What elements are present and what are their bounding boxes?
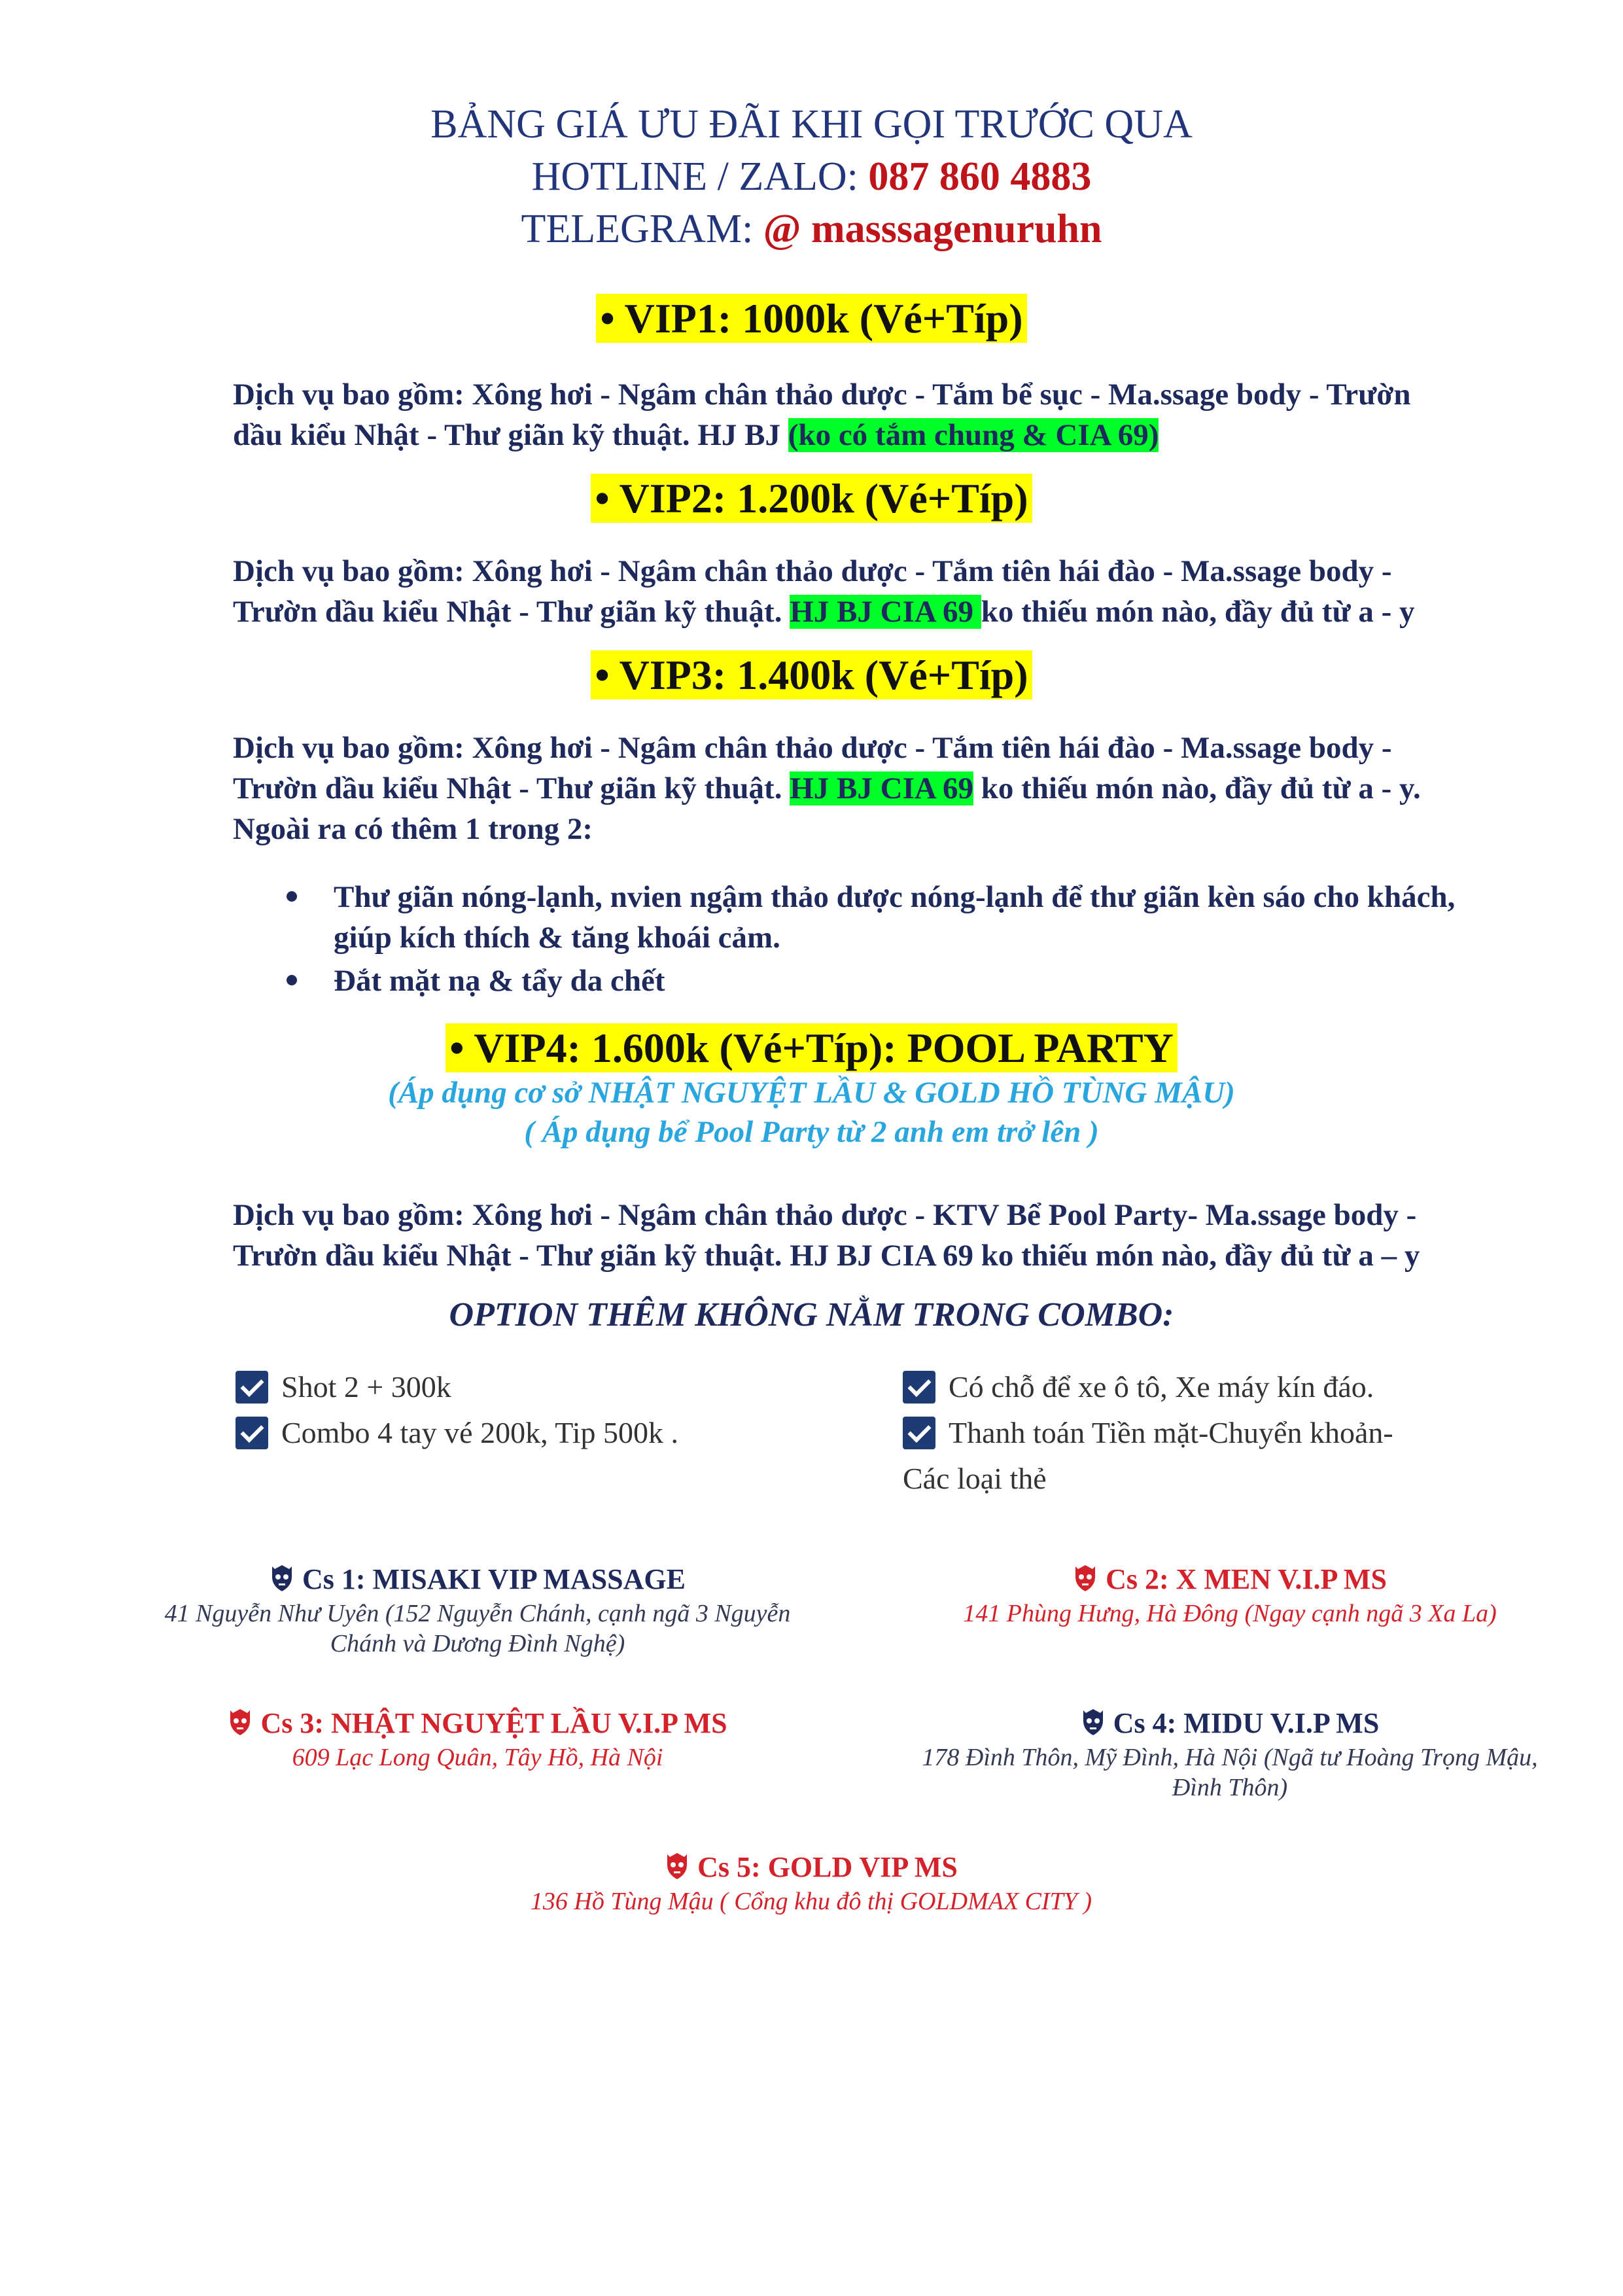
vip2-desc-highlight: HJ BJ CIA 69	[790, 595, 981, 629]
branch-cs1-addr2: Chánh và Dương Đình Nghệ)	[330, 1630, 625, 1657]
vip2-title-text: • VIP2: 1.200k (Vé+Típ)	[591, 474, 1032, 523]
vip3-desc-line2	[233, 768, 1528, 809]
vip1-desc-line1: Dịch vụ bao gồm: Xông hơi - Ngâm chân thảo dược - Tắm bể sục - Ma.ssage body - Trườn	[233, 378, 1411, 412]
option-right-1: Có chỗ để xe ô tô, Xe máy kín đáo.	[949, 1370, 1374, 1404]
option-left-2: Combo 4 tay vé 200k, Tip 500k .	[281, 1416, 679, 1449]
vip2-desc-line1: Dịch vụ bao gồm: Xông hơi - Ngâm chân thảo dược - Tắm tiên hái đào - Ma.ssage body -	[233, 554, 1392, 588]
checkbox-checked-icon	[903, 1371, 935, 1404]
mask-icon	[1073, 1564, 1098, 1593]
branch-cs4-addr2: Đình Thôn)	[1172, 1774, 1288, 1801]
branch-cs4	[870, 1704, 1590, 1803]
hotline-number[interactable]: 087 860 4883	[868, 154, 1092, 199]
option-right-cont: Các loại thẻ	[903, 1462, 1047, 1495]
vip3-extra-2: Đắt mặt nạ & tẩy da chết	[334, 964, 665, 998]
branch-cs5-name-line	[451, 1848, 1171, 1886]
vip3-title	[0, 651, 1623, 699]
vip3-title-text: • VIP3: 1.400k (Vé+Típ)	[591, 650, 1032, 699]
branch-cs2	[870, 1561, 1590, 1629]
list-item	[275, 877, 1505, 958]
vip3-description	[233, 728, 1528, 849]
option-item	[236, 1410, 824, 1456]
vip1-desc-highlight: (ko có tắm chung & CIA 69)	[788, 418, 1159, 452]
mask-icon	[665, 1852, 689, 1881]
hotline-line	[0, 150, 1623, 203]
vip1-desc-line2	[233, 415, 1528, 455]
page-header	[0, 98, 1623, 255]
vip4-description	[233, 1195, 1528, 1276]
branch-cs4-name-line	[870, 1704, 1590, 1742]
vip2-desc-line2	[233, 592, 1528, 632]
options-right-column	[903, 1364, 1492, 1502]
vip1-title	[0, 294, 1623, 343]
vip2-title	[0, 474, 1623, 523]
branch-cs2-name-line	[870, 1561, 1590, 1598]
mask-icon	[1081, 1708, 1106, 1737]
vip3-desc-highlight: HJ BJ CIA 69	[790, 771, 973, 805]
vip3-extra-1: Thư giãn nóng-lạnh, nvien ngậm thảo dược nóng-lạnh để thư giãn kèn sáo cho khách, giúp kích thích & tăng khoái cảm.	[334, 880, 1456, 955]
checkbox-checked-icon	[236, 1417, 268, 1449]
checkbox-checked-icon	[236, 1371, 268, 1404]
mask-icon	[270, 1564, 294, 1593]
branch-cs3-name: Cs 3: NHẬT NGUYỆT LẦU V.I.P MS	[260, 1707, 727, 1739]
option-left-1: Shot 2 + 300k	[281, 1370, 451, 1404]
vip2-desc-line2a: Trườn dầu kiểu Nhật - Thư giãn kỹ thuật.	[233, 595, 790, 629]
branch-cs1	[118, 1561, 837, 1659]
branch-cs4-name: Cs 4: MIDU V.I.P MS	[1113, 1707, 1380, 1739]
vip4-desc-line2: Trườn dầu kiểu Nhật - Thư giãn kỹ thuật. HJ BJ CIA 69 ko thiếu món nào, đầy đủ từ a – y	[233, 1239, 1420, 1273]
vip3-desc-line2b: ko thiếu món nào, đầy đủ từ a - y.	[973, 771, 1421, 805]
vip4-notes	[0, 1073, 1623, 1152]
option-item	[903, 1364, 1492, 1410]
branch-cs1-name-line	[118, 1561, 837, 1598]
vip3-extras-list	[275, 877, 1505, 1004]
vip4-note1: (Áp dụng cơ sở NHẬT NGUYỆT LẦU & GOLD HỒ TÙNG MẬU)	[388, 1076, 1235, 1110]
branch-cs1-addr1: 41 Nguyễn Như Uyên (152 Nguyễn Chánh, cạnh ngã 3 Nguyễn	[164, 1600, 791, 1627]
option-right-2: Thanh toán Tiền mặt-Chuyển khoản-	[949, 1416, 1393, 1449]
hotline-label: HOTLINE / ZALO:	[531, 154, 869, 199]
checkbox-checked-icon	[903, 1417, 935, 1449]
telegram-handle[interactable]: @ masssagenuruhn	[763, 207, 1102, 251]
vip2-description	[233, 551, 1528, 632]
branch-cs5	[451, 1848, 1171, 1916]
vip3-desc-line1: Dịch vụ bao gồm: Xông hơi - Ngâm chân thảo dược - Tắm tiên hái đào - Ma.ssage body -	[233, 731, 1392, 765]
vip4-desc-line1: Dịch vụ bao gồm: Xông hơi - Ngâm chân thảo dược - KTV Bể Pool Party- Ma.ssage body -	[233, 1198, 1417, 1232]
options-left-column	[236, 1364, 824, 1456]
bullet-icon	[287, 975, 297, 985]
branch-cs3	[118, 1704, 837, 1773]
telegram-line	[0, 203, 1623, 255]
vip4-title-text: • VIP4: 1.600k (Vé+Típ): POOL PARTY	[445, 1023, 1178, 1072]
vip2-desc-line2b: ko thiếu món nào, đầy đủ từ a - y	[981, 595, 1415, 629]
list-item	[275, 961, 1505, 1001]
vip3-desc-line2a: Trườn dầu kiểu Nhật - Thư giãn kỹ thuật.	[233, 771, 790, 805]
branch-cs3-name-line	[118, 1704, 837, 1742]
vip1-desc-line2-text: dầu kiểu Nhật - Thư giãn kỹ thuật. HJ BJ	[233, 418, 788, 452]
branch-cs1-name: Cs 1: MISAKI VIP MASSAGE	[302, 1563, 686, 1595]
bullet-icon	[287, 891, 297, 902]
branch-cs2-addr1: 141 Phùng Hưng, Hà Đông (Ngay cạnh ngã 3 Xa La)	[963, 1600, 1497, 1627]
option-item	[236, 1364, 824, 1410]
vip3-desc-line3: Ngoài ra có thêm 1 trong 2:	[233, 812, 593, 846]
branch-cs5-name: Cs 5: GOLD VIP MS	[697, 1851, 958, 1883]
option-item	[903, 1410, 1492, 1456]
telegram-label: TELEGRAM:	[521, 207, 763, 251]
branch-cs2-name: Cs 2: X MEN V.I.P MS	[1106, 1563, 1387, 1595]
vip1-title-text: • VIP1: 1000k (Vé+Típ)	[596, 294, 1026, 343]
header-line1: BẢNG GIÁ ƯU ĐÃI KHI GỌI TRƯỚC QUA	[430, 102, 1193, 147]
branch-cs4-addr1: 178 Đình Thôn, Mỹ Đình, Hà Nội (Ngã tư Hoàng Trọng Mậu,	[922, 1744, 1538, 1771]
vip1-description	[233, 374, 1528, 455]
mask-icon	[228, 1708, 253, 1737]
vip4-title	[0, 1024, 1623, 1072]
options-title: OPTION THÊM KHÔNG NẰM TRONG COMBO:	[449, 1296, 1174, 1333]
branch-cs5-addr1: 136 Hồ Tùng Mậu ( Cổng khu đô thị GOLDMAX CITY )	[530, 1888, 1092, 1915]
vip4-note2: ( Áp dụng bể Pool Party từ 2 anh em trở lên )	[524, 1115, 1099, 1149]
branch-cs3-addr1: 609 Lạc Long Quân, Tây Hồ, Hà Nội	[292, 1744, 663, 1771]
